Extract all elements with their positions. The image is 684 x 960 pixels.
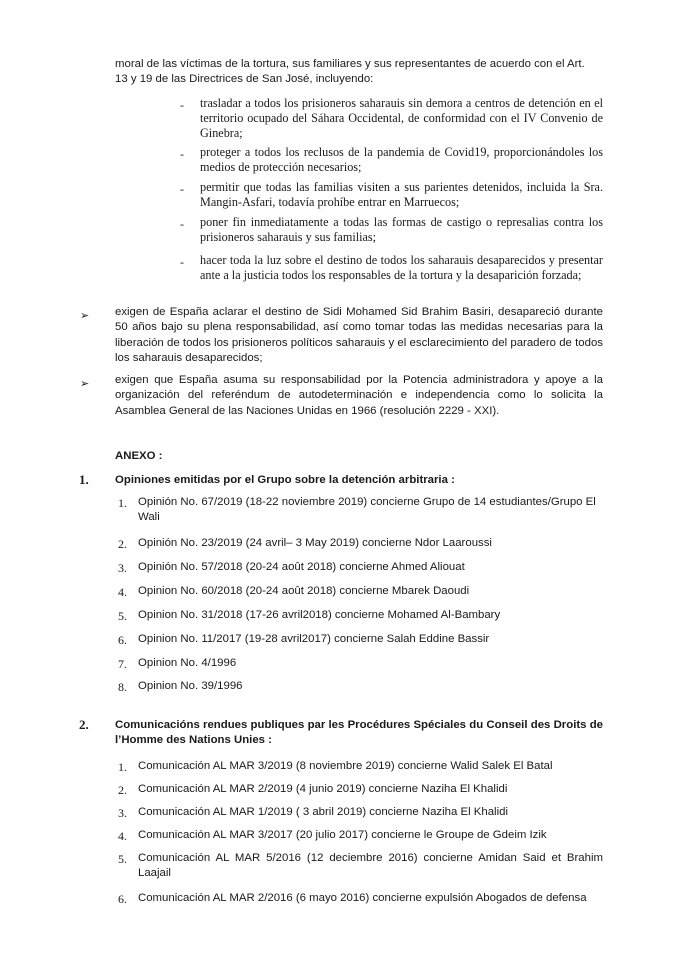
dash-bullet: - [180, 255, 184, 269]
list-number: 6. [118, 633, 127, 647]
list-number: 5. [118, 852, 127, 866]
dash-bullet: - [180, 217, 184, 231]
dash-item: hacer toda la luz sobre el destino de todos los saharauis desaparecidos y presentar ante a la justicia todos los responsables de la tortura y la desaparición forzada; [200, 253, 603, 283]
dash-item: poner fin inmediatamente a todas las formas de castigo o represalias contra los prisioneros saharauis y sus familias; [200, 215, 603, 245]
list-number: 2. [118, 537, 127, 551]
intro-paragraph [115, 57, 603, 88]
list-item: Opinion No. 39/1996 [138, 680, 243, 692]
section-title-line-1: Comunicacións rendues publiques par les Procédures Spéciales du Conseil des Droits de [115, 719, 603, 731]
section-title [115, 718, 603, 749]
arrow-bullet-icon: ➢ [80, 309, 90, 322]
list-number: 4. [118, 585, 127, 599]
section-number: 1. [79, 472, 89, 487]
list-number: 4. [118, 829, 127, 843]
list-item: Opinión No. 23/2019 (24 avril– 3 May 2019) concierne Ndor Laaroussi [138, 537, 492, 549]
arrow-bullet-icon: ➢ [80, 377, 90, 390]
dash-item: proteger a todos los reclusos de la pandemia de Covid19, proporcionándoles los medios de protección necesarios; [200, 145, 603, 175]
list-item: Comunicación AL MAR 5/2016 (12 deciembre 2016) concierne Amidan Said et Brahim Laajail [138, 852, 603, 880]
dash-bullet: - [180, 98, 184, 112]
list-number: 3. [118, 561, 127, 575]
intro-line-1: moral de las víctimas de la tortura, sus familiares y sus representantes de acuerdo con el Art. [115, 58, 585, 70]
dash-bullet: - [180, 147, 184, 161]
list-number: 1. [118, 496, 127, 510]
list-item: Opinión No. 57/2018 (20-24 août 2018) concierne Ahmed Aliouat [138, 561, 465, 573]
dash-item: permitir que todas las familias visiten a sus parientes detenidos, incluida la Sra. Mangin-Asfari, todavía prohíbe entrar en Marruecos; [200, 180, 603, 210]
list-item: Comunicación AL MAR 2/2016 (6 mayo 2016) concierne expulsión Abogados de defensa [138, 892, 587, 904]
list-item: Comunicación AL MAR 3/2019 (8 noviembre 2019) concierne Walid Salek El Batal [138, 760, 553, 772]
section-title-line-2: l’Homme des Nations Unies : [115, 734, 272, 747]
list-item: Opinion No. 60/2018 (20-24 août 2018) concierne Mbarek Daoudi [138, 585, 470, 597]
section-title: Opiniones emitidas por el Grupo sobre la detención arbitraria : [115, 474, 455, 486]
dash-item: trasladar a todos los prisioneros saharauis sin demora a centros de detención en el territorio ocupado del Sáhara Occidental, de conformidad con el IV Convenio de Ginebra; [200, 96, 603, 141]
list-number: 7. [118, 657, 127, 671]
list-number: 8. [118, 680, 127, 694]
list-number: 5. [118, 609, 127, 623]
list-item: Comunicación AL MAR 1/2019 ( 3 abril 2019) concierne Naziha El Khalidi [138, 806, 508, 818]
list-number: 1. [118, 760, 127, 774]
list-number: 3. [118, 806, 127, 820]
list-number: 6. [118, 892, 127, 906]
list-item: Opinion No. 11/2017 (19-28 avril2017) concierne Salah Eddine Bassir [138, 633, 490, 645]
arrow-item: exigen que España asuma su responsabilidad por la Potencia administradora y apoye a la organización del referéndum de autodeterminación e independencia como lo solicita la Asamblea General de las Naciones Unidas en 1966 (resolución 2229 - XXI). [115, 374, 603, 417]
list-item: Comunicación AL MAR 2/2019 (4 junio 2019) concierne Naziha El Khalidi [138, 783, 508, 795]
annex-heading: ANEXO : [115, 450, 163, 462]
arrow-item: exigen de España aclarar el destino de Sidi Mohamed Sid Brahim Basiri, desapareció durante 50 años bajo su plena responsabilidad, así como tomar todas las medidas necesarias para la liberación de todos los prisioneros políticos saharauis y el esclarecimiento del paradero de todos los saharauis desaparecidos; [115, 306, 603, 365]
dash-bullet: - [180, 182, 184, 196]
list-item: Opinion No. 31/2018 (17-26 avril2018) concierne Mohamed Al-Bambary [138, 609, 501, 621]
list-item: Opinion No. 4/1996 [138, 657, 237, 669]
list-item: Opinión No. 67/2019 (18-22 noviembre 2019) concierne Grupo de 14 estudiantes/Grupo El Wali [138, 496, 596, 524]
list-number: 2. [118, 783, 127, 797]
list-item: Comunicación AL MAR 3/2017 (20 julio 2017) concierne le Groupe de Gdeim Izik [138, 829, 547, 841]
intro-line-2: 13 y 19 de las Directrices de San José, incluyendo: [115, 73, 374, 86]
section-number: 2. [79, 717, 89, 732]
